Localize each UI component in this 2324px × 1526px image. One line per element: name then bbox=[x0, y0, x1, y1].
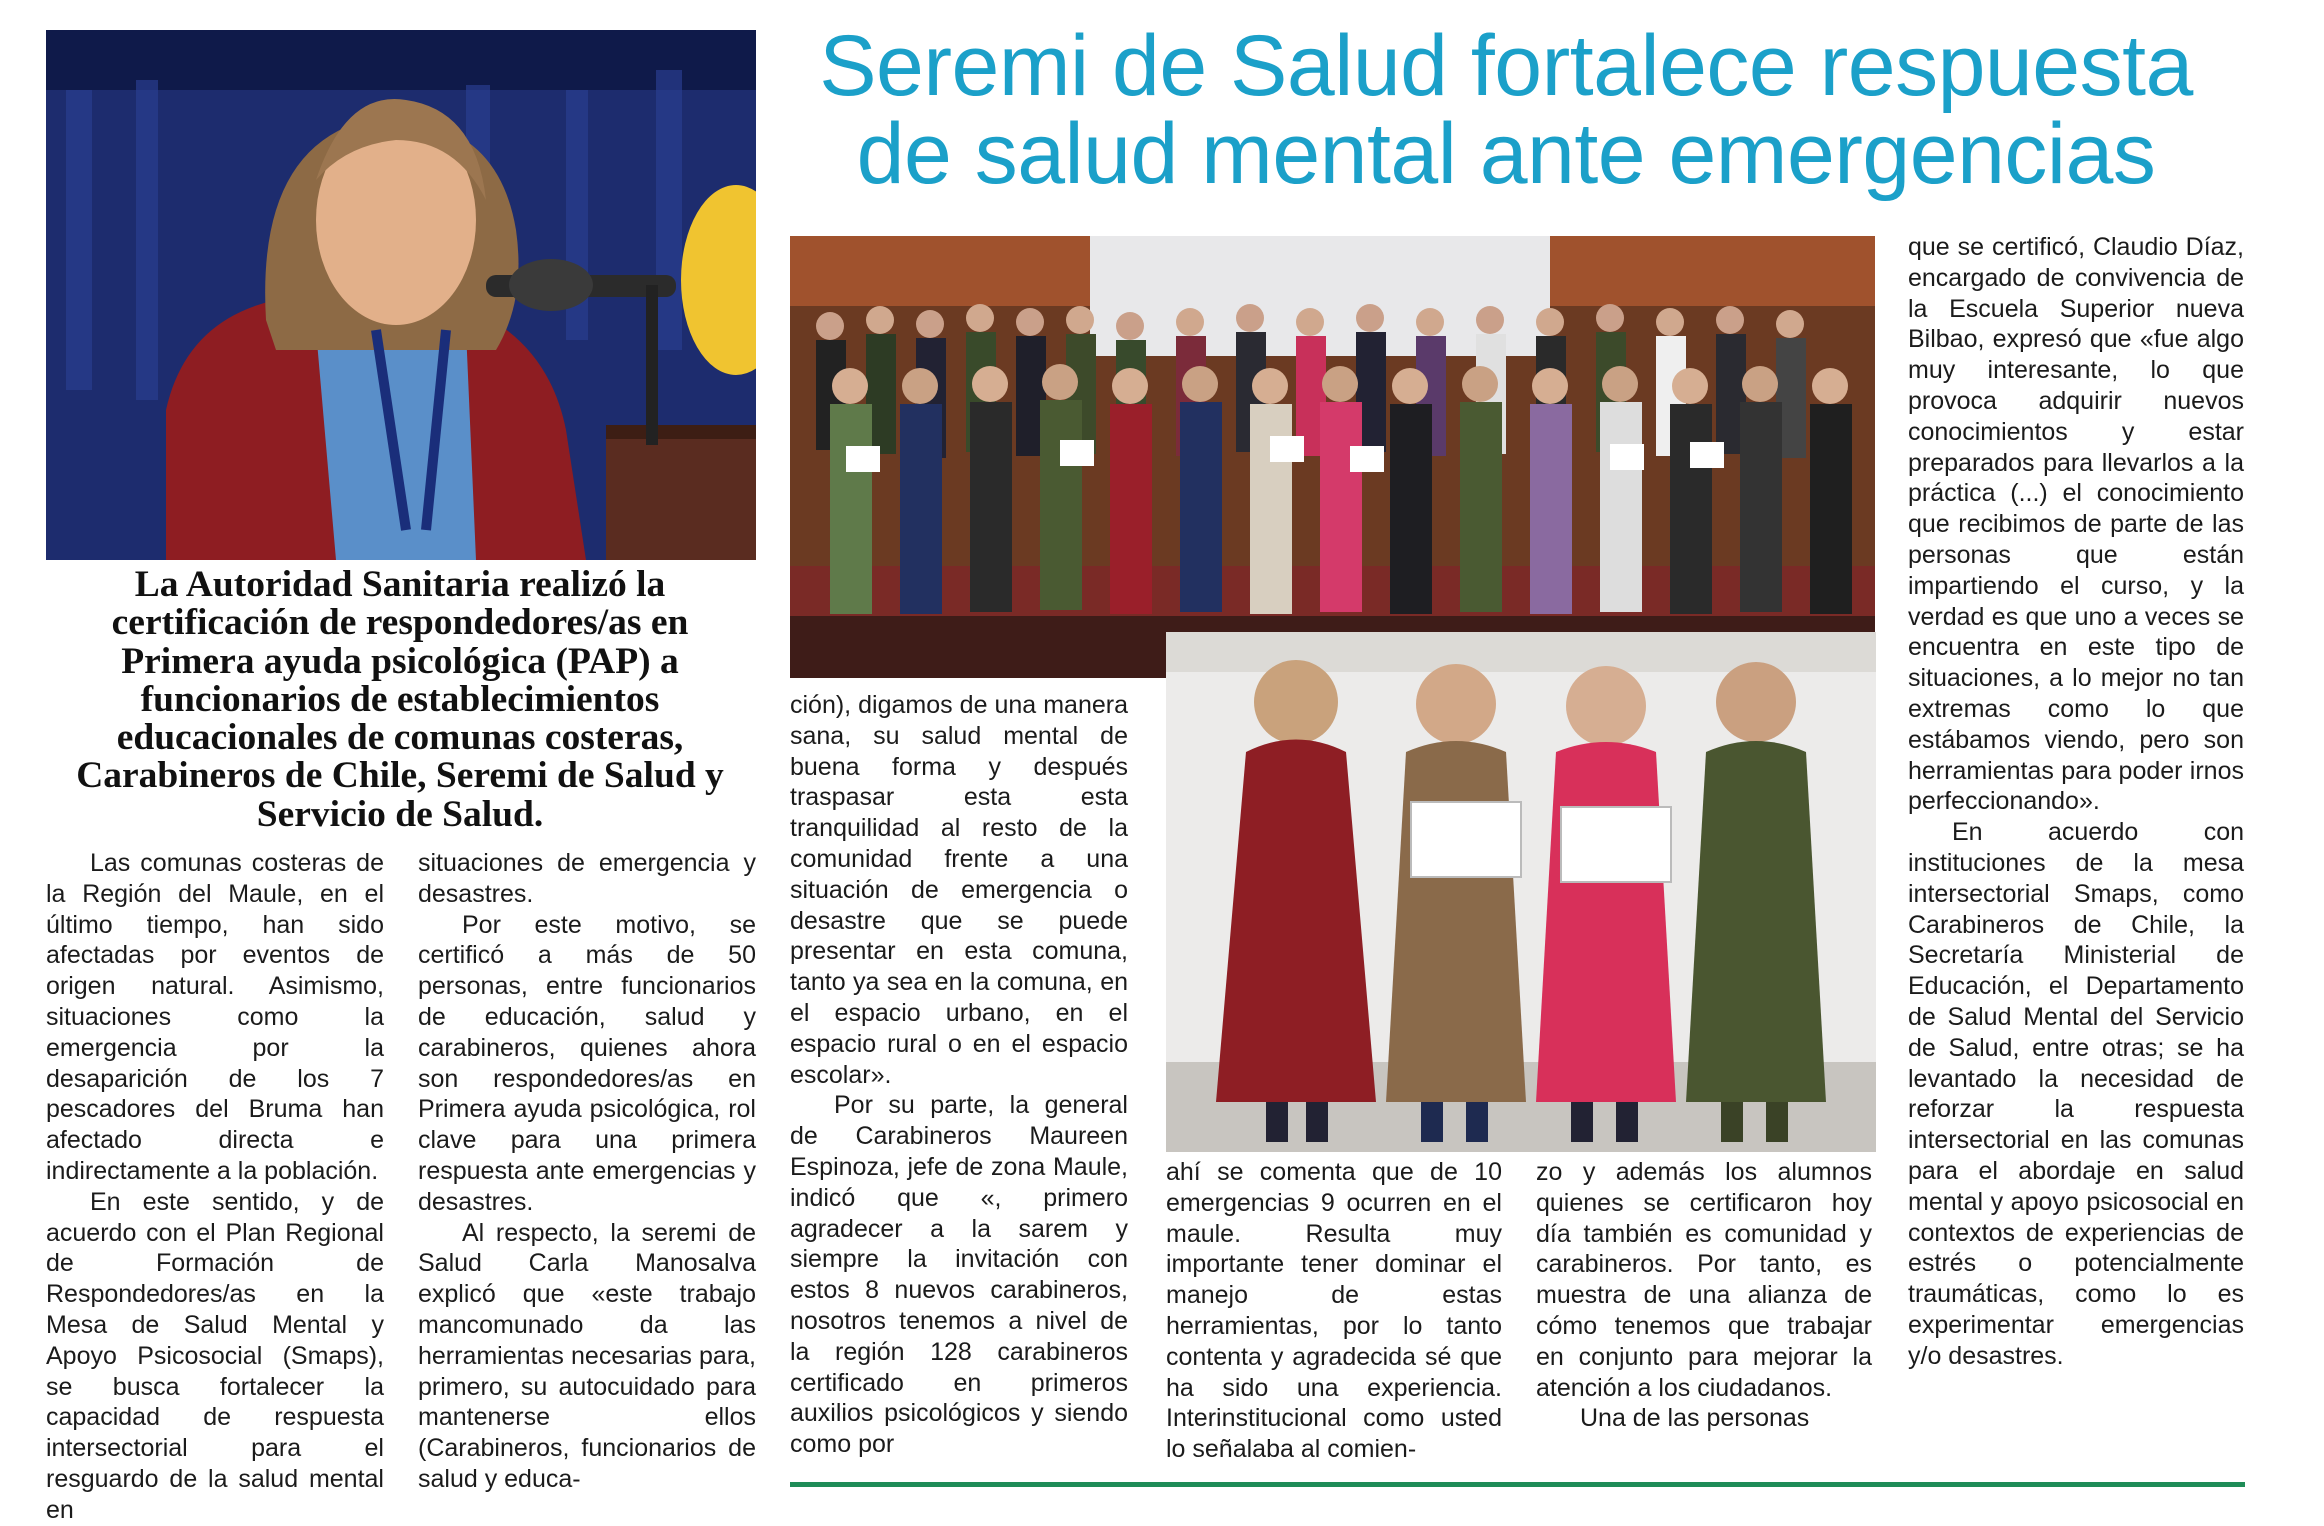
text-column-5 bbox=[1536, 1157, 1872, 1434]
headline-line-2: de salud mental ante emergencias bbox=[856, 106, 2156, 202]
text-column-6 bbox=[1908, 232, 2244, 1371]
paragraph: Por este motivo, se certificó a más de 50 personas, entre funcionarios de educación, salud y carabineros, quienes ahora son respondedores/as en Primera ayuda psicológica, rol clave para una primera respuesta ante emergencias y desastres. bbox=[418, 910, 756, 1216]
text-column-1 bbox=[46, 848, 384, 1526]
paragraph: Una de las personas bbox=[1580, 1404, 1810, 1433]
paragraph: que se certificó, Claudio Díaz, encargado de convivencia de la Escuela Superior nueva Bilbao, expresó que «fue algo muy interesante, lo que provoca adquirir nuevos conocimientos y estar preparados para llevarlos a la práctica (...) el conocimiento que recibimos de parte de las personas que están impartiendo el curso, y la verdad es que uno a veces se encuentra en este tipo de situaciones, a lo mejor no tan extremas como lo que estábamos viendo, pero son herramientas para poder irnos perfeccionando». bbox=[1908, 233, 2244, 816]
headline-line-1: Seremi de Salud fortalece respuesta bbox=[819, 18, 2193, 114]
paragraph: ción), digamos de una manera sana, su salud mental de buena forma y después traspasar esta esta tranquilidad al resto de la comunidad frente a una situación de emergencia o desastre que se puede presentar en esta comuna, tanto ya sea en la comuna, en el espacio urbano, en el espacio rural o en el espacio escolar». bbox=[790, 691, 1128, 1089]
headline bbox=[786, 18, 2226, 202]
paragraph: ahí se comenta que de 10 emergencias 9 ocurren en el maule. Resulta muy importante tener dominar el manejo de estas herramientas, por lo tanto contenta y agradecida sé que ha sido una experiencia. Interinstitucional como usted lo señalaba al comien- bbox=[1166, 1158, 1502, 1464]
paragraph: En este sentido, y de acuerdo con el Plan Regional de Formación de Respondedores/as en la Mesa de Salud Mental y Apoyo Psicosocial (Smaps), se busca fortalecer la capacidad de respuesta intersectorial para el resguardo de la salud mental en bbox=[46, 1187, 384, 1524]
paragraph: Por su parte, la general de Carabineros Maureen Espinoza, jefe de zona Maule, indicó que «, primero agradecer a la sarem y siempre la invitación con estos 8 nuevos carabineros, nosotros tenemos a nivel de la región 128 carabineros certificado en primeros auxilios psicológicos y siendo como por bbox=[790, 1091, 1128, 1459]
text-column-2 bbox=[418, 848, 756, 1495]
paragraph: Al respecto, la seremi de Salud Carla Manosalva explicó que «este trabajo mancomunado da las herramientas necesarias para, primero, su autocuidado para mantenerse ellos (Carabineros, funcionarios de salud y educa- bbox=[418, 1218, 756, 1493]
text-column-3 bbox=[790, 690, 1128, 1460]
text-column-4 bbox=[1166, 1157, 1502, 1465]
paragraph: situaciones de emergencia y desastres. bbox=[418, 849, 756, 908]
certificates-photo bbox=[1166, 632, 1876, 1152]
paragraph: zo y además los alumnos quienes se certificaron hoy día también es comunidad y carabineros. Por tanto, es muestra de una alianza de cómo tenemos que trabajar en conjunto para mejorar la atención a los ciudadanos. bbox=[1536, 1158, 1872, 1402]
paragraph: Las comunas costeras de la Región del Maule, en el último tiempo, han sido afectadas por eventos de origen natural. Asimismo, situaciones como la emergencia por la desaparición de los 7 pescadores del Bruma han afectado directa e indirectamente a la población. bbox=[46, 849, 384, 1185]
group-photo bbox=[790, 236, 1875, 678]
lead-paragraph: La Autoridad Sanitaria realizó la certificación de respondedores/as en Primera ayuda psicológica (PAP) a funcionarios de establecimientos educacionales de comunas costeras, Carabineros de Chile, Seremi de Salud y Servicio de Salud. bbox=[76, 564, 724, 835]
speaker-photo bbox=[46, 30, 756, 560]
paragraph: En acuerdo con instituciones de la mesa intersectorial Smaps, como Carabineros de Chile, la Secretaría Ministerial de Educación, el Departamento de Salud Mental del Servicio de Salud, entre otras; se ha levantado la necesidad de reforzar la respuesta intersectorial en las comunas para el abordaje en salud mental y apoyo psicosocial en contextos de experiencias de estrés o potencialmente traumáticas, como lo es experimentar emergencias y/o desastres. bbox=[1908, 818, 2244, 1370]
bottom-rule bbox=[790, 1482, 2245, 1487]
